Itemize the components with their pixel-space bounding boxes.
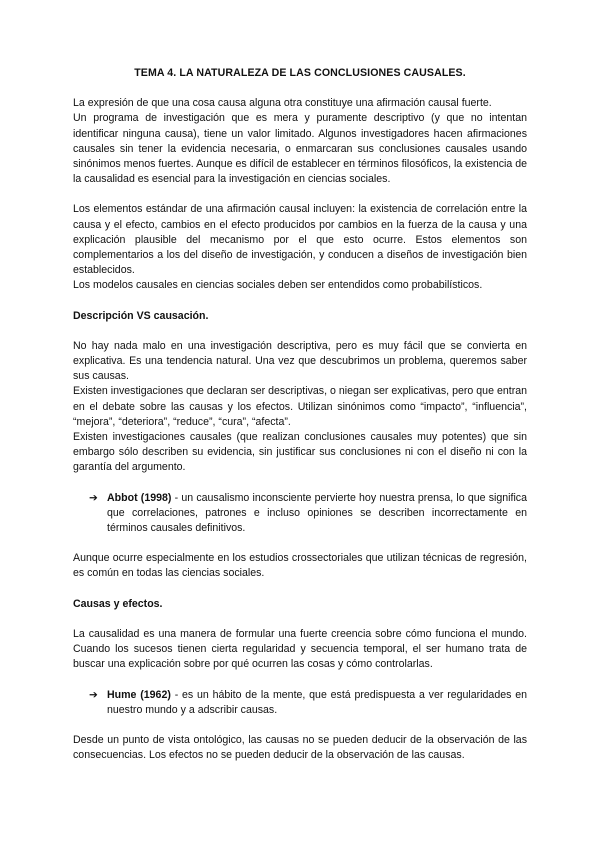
- bullet-text: - es un hábito de la mente, que está predispuesta a ver regularidades en nuestro mundo y a adscribir causas.: [107, 688, 527, 716]
- section-heading-descripcion: Descripción VS causación.: [73, 309, 209, 322]
- intro-paragraph-1: La expresión de que una cosa causa alguna otra constituye una afirmación causal fuerte.: [73, 97, 492, 110]
- section1-paragraph-2: Existen investigaciones que declaran ser descriptivas, o niegan ser explicativas, pero que entran en el debate sobre las causas y los efectos. Utilizan sinónimos como “impacto”, “influencia”, “mejora”, “deteriora”, “reduce”, “cura”, “afecta”.: [73, 385, 527, 428]
- document-page: [73, 66, 527, 763]
- page-title: TEMA 4. LA NATURALEZA DE LAS CONCLUSIONES CAUSALES.: [134, 67, 466, 79]
- bullet-abbot: [73, 491, 527, 537]
- bullet-author: Abbot (1998): [107, 491, 172, 504]
- section2-paragraph-2: Desde un punto de vista ontológico, las causas no se pueden deducir de la observación de las consecuencias. Los efectos no se pueden deducir de la observación de las causas.: [73, 733, 527, 762]
- arrow-icon: ➔: [89, 688, 98, 701]
- bullet-hume: [73, 688, 527, 718]
- section1-paragraph-1: No hay nada malo en una investigación descriptiva, pero es muy fácil que se convierta en explicativa. Es una tendencia natural. Una vez que descubrimos un problema, queremos saber sus causas.: [73, 339, 527, 383]
- section1-paragraph-4: Aunque ocurre especialmente en los estudios crossectoriales que utilizan técnicas de regresión, es común en todas las ciencias sociales.: [73, 552, 527, 580]
- intro-paragraph-3: Los elementos estándar de una afirmación causal incluyen: la existencia de correlación entre la causa y el efecto, cambios en el efecto producidos por cambios en la fuerza de la causa y una explicación plausible del mecanismo por el que esto ocurre. Estos elementos son complementarios a los del diseño de investigación, y conducen a diseños de investigación bien establecidos.: [73, 203, 527, 277]
- section2-paragraph-1: La causalidad es una manera de formular una fuerte creencia sobre cómo funciona el mundo. Cuando los sucesos tienen cierta regularidad y secuencia temporal, el ser humano trata de buscar una explicación sobre por qué ocurren las cosas y cómo controlarlas.: [73, 627, 527, 671]
- section-heading-causas: Causas y efectos.: [73, 597, 163, 610]
- bullet-author: Hume (1962): [107, 688, 171, 701]
- bullet-text: - un causalismo inconsciente pervierte hoy nuestra prensa, lo que significa que correlaciones, patrones e incluso opiniones se describen incorrectamente en términos causales definitivos.: [107, 491, 527, 535]
- section1-paragraph-3: Existen investigaciones causales (que realizan conclusiones causales muy potentes) que sin embargo sólo describen su evidencia, sin justificar sus conclusiones ni con el diseño ni con la garantía del argumento.: [73, 431, 527, 474]
- intro-paragraph-4: Los modelos causales en ciencias sociales deben ser entendidos como probabilísticos.: [73, 279, 483, 292]
- arrow-icon: ➔: [89, 491, 98, 504]
- intro-paragraph-2: Un programa de investigación que es mera y puramente descriptivo (y que no intentan identificar ninguna causa), tiene un valor limitado. Algunos investigadores hacen afirmaciones causales sin tener la evidencia necesaria, o enmarcaran sus conclusiones causales usando sinónimos menos fuertes. Aunque es difícil de establecer en términos filosóficos, la existencia de la causalidad es esencial para la investigación en ciencias sociales.: [73, 112, 528, 186]
